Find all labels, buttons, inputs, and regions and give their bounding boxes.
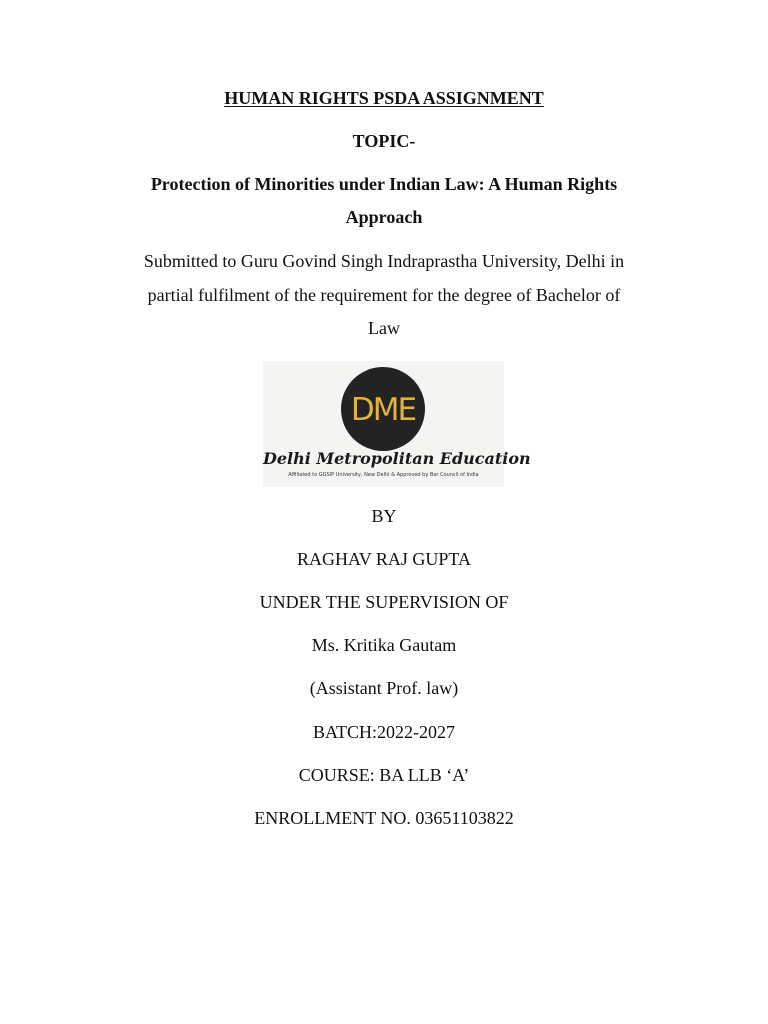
supervision-label: UNDER THE SUPERVISION OF (259, 592, 509, 612)
supervisor-designation: (Assistant Prof. law) (309, 678, 459, 698)
author-name: RAGHAV RAJ GUPTA (297, 549, 471, 569)
logo-tagline: Affiliated to GGSIP University, New Delhi & Approved by Bar Council of India (288, 472, 479, 478)
submission-line-1: Submitted to Guru Govind Singh Indraprastha University, Delhi in (143, 251, 625, 271)
topic-label: TOPIC- (352, 131, 416, 151)
logo-circle (341, 367, 425, 451)
topic-title-line-2: Approach (345, 207, 423, 227)
by-label: BY (371, 506, 397, 526)
submission-line-2: partial fulfilment of the requirement for the degree of Bachelor of (147, 285, 621, 305)
submission-line-3: Law (368, 318, 400, 338)
enrollment-number: ENROLLMENT NO. 03651103822 (254, 808, 514, 828)
logo-initials: DME (350, 392, 416, 428)
supervisor-name: Ms. Kritika Gautam (311, 635, 457, 655)
course-info: COURSE: BA LLB ‘A’ (298, 765, 470, 785)
topic-title-line-1: Protection of Minorities under Indian Law: A Human Rights (150, 174, 618, 194)
institution-logo (263, 361, 531, 487)
assignment-heading: HUMAN RIGHTS PSDA ASSIGNMENT (224, 88, 544, 108)
logo-institution-name: Delhi Metropolitan Education (263, 449, 531, 468)
batch-info: BATCH:2022-2027 (312, 722, 455, 742)
